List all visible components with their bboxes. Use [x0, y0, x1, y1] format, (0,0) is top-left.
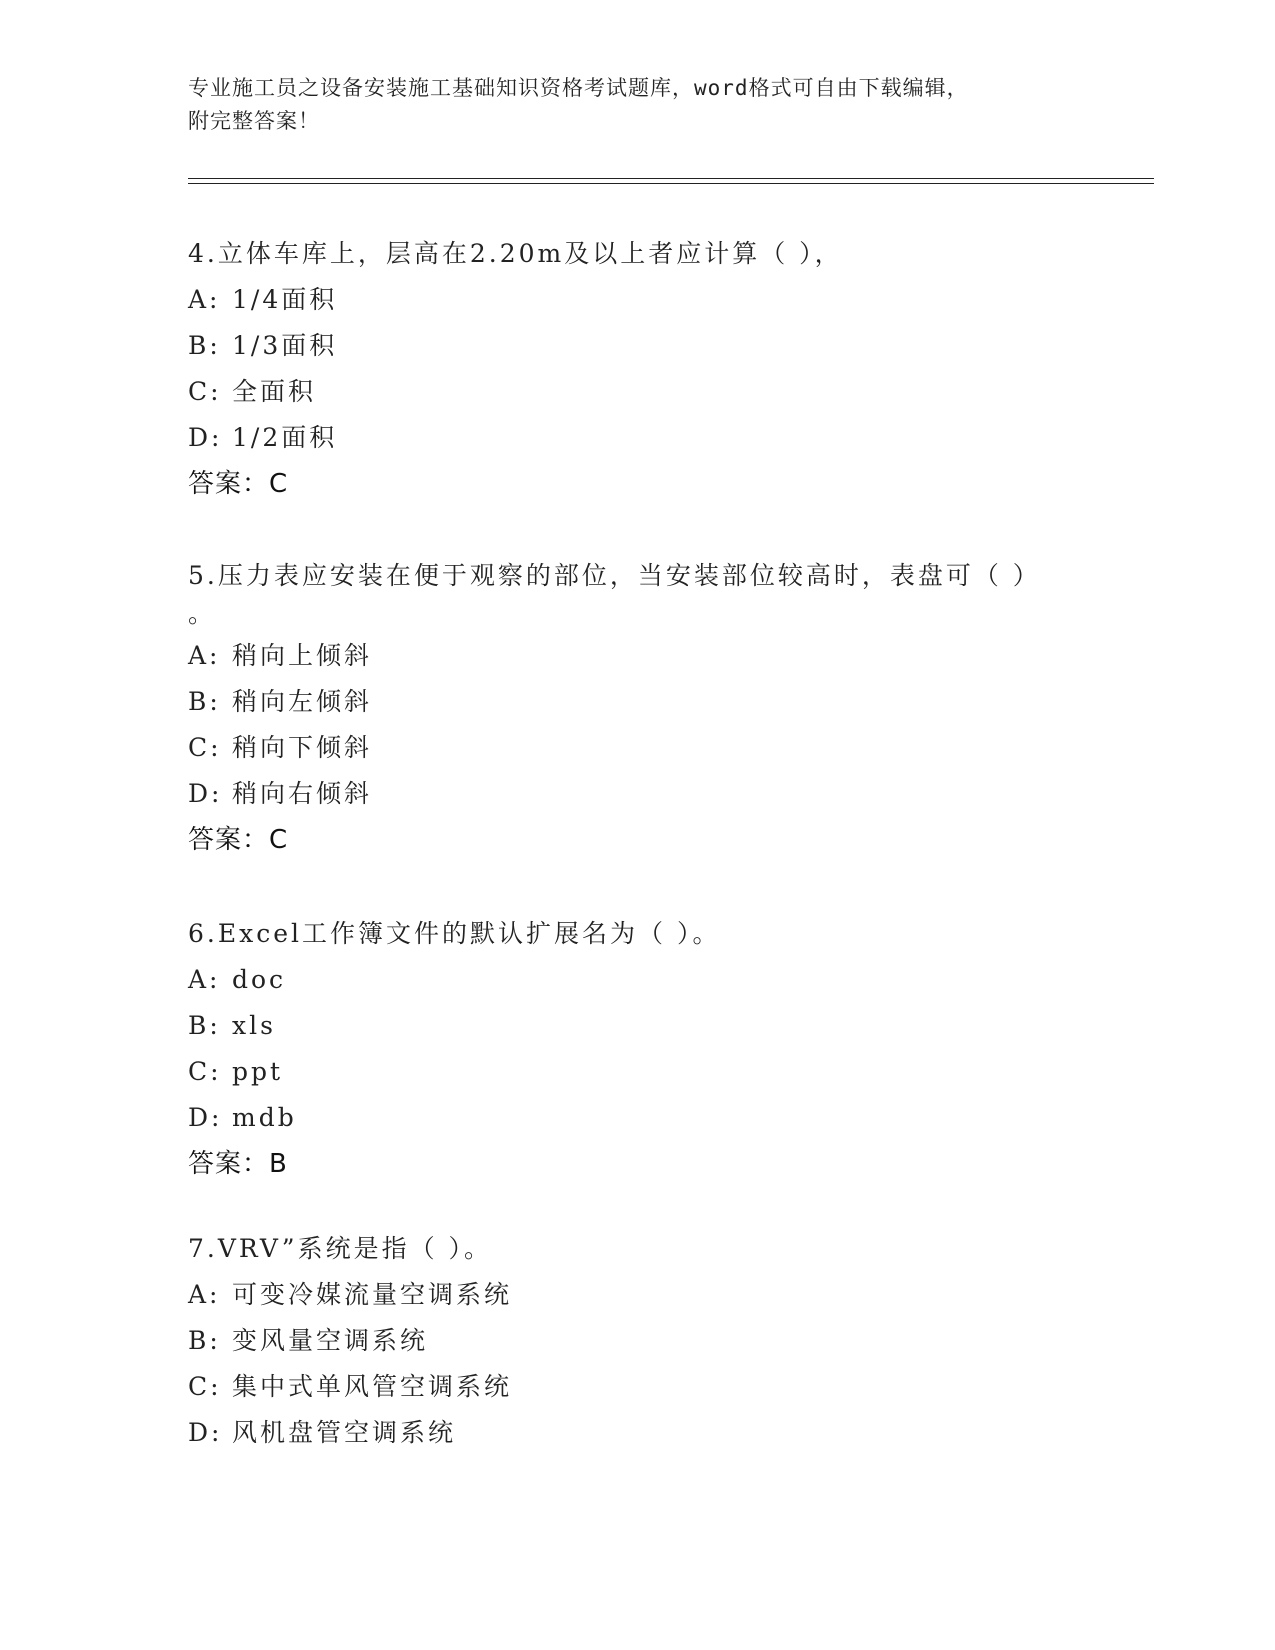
- option-key: A:: [188, 965, 221, 994]
- question-4: [188, 231, 1088, 507]
- option-text: doc: [232, 965, 287, 994]
- answer-label: 答案：C: [188, 469, 289, 499]
- option-d: [188, 415, 1088, 461]
- question-stem-continuation: 。: [188, 599, 217, 628]
- option-b: [188, 1318, 1088, 1364]
- option-b: [188, 1003, 1088, 1049]
- question-7: [188, 1226, 1088, 1456]
- option-a: [188, 277, 1088, 323]
- option-key: A:: [188, 1280, 221, 1309]
- header-divider-bottom: [188, 183, 1154, 184]
- option-a: [188, 1272, 1088, 1318]
- option-text: 稍向左倾斜: [232, 687, 373, 716]
- option-text: 1/2面积: [232, 423, 338, 452]
- option-key: C:: [188, 377, 222, 406]
- option-text: 稍向下倾斜: [232, 733, 373, 762]
- option-text: 1/3面积: [232, 331, 338, 360]
- option-text: 稍向上倾斜: [232, 641, 373, 670]
- option-a: [188, 957, 1088, 1003]
- option-text: 1/4面积: [232, 285, 338, 314]
- question-stem: 7.VRV”系统是指（ ）。: [188, 1234, 493, 1263]
- option-key: C:: [188, 1372, 222, 1401]
- question-5: [188, 553, 1088, 863]
- option-key: A:: [188, 285, 221, 314]
- option-key: B:: [188, 687, 221, 716]
- question-stem: 5.压力表应安装在便于观察的部位，当安装部位较高时，表盘可（ ）: [188, 561, 1041, 590]
- option-c: [188, 369, 1088, 415]
- header-divider-top: [188, 178, 1154, 179]
- answer-label: 答案：B: [188, 1149, 288, 1179]
- option-key: D:: [188, 423, 223, 452]
- option-key: B:: [188, 1326, 221, 1355]
- document-header: [188, 72, 1068, 138]
- option-key: D:: [188, 1418, 223, 1447]
- option-b: [188, 679, 1088, 725]
- option-text: 集中式单风管空调系统: [232, 1372, 513, 1401]
- option-b: [188, 323, 1088, 369]
- option-text: ppt: [232, 1057, 284, 1086]
- option-text: mdb: [232, 1103, 297, 1132]
- option-text: 风机盘管空调系统: [232, 1418, 457, 1447]
- question-stem: 6.Excel工作簿文件的默认扩展名为（ ）。: [188, 919, 721, 948]
- option-c: [188, 1364, 1088, 1410]
- option-text: 变风量空调系统: [232, 1326, 429, 1355]
- option-d: [188, 1095, 1088, 1141]
- option-text: xls: [232, 1011, 276, 1040]
- option-c: [188, 1049, 1088, 1095]
- header-line-1: 专业施工员之设备安装施工基础知识资格考试题库，word格式可自由下载编辑，: [188, 76, 969, 100]
- option-key: B:: [188, 1011, 221, 1040]
- option-key: B:: [188, 331, 221, 360]
- answer-label: 答案：C: [188, 825, 289, 855]
- option-a: [188, 633, 1088, 679]
- option-key: C:: [188, 733, 222, 762]
- question-stem: 4.立体车库上，层高在2.20m及以上者应计算（ ），: [188, 239, 843, 268]
- question-6: [188, 911, 1088, 1187]
- option-key: D:: [188, 1103, 223, 1132]
- option-text: 全面积: [232, 377, 317, 406]
- option-key: A:: [188, 641, 221, 670]
- header-line-2: 附完整答案！: [188, 109, 320, 133]
- option-d: [188, 1410, 1088, 1456]
- option-text: 可变冷媒流量空调系统: [232, 1280, 513, 1309]
- option-text: 稍向右倾斜: [232, 779, 373, 808]
- option-key: D:: [188, 779, 223, 808]
- option-d: [188, 771, 1088, 817]
- option-key: C:: [188, 1057, 222, 1086]
- option-c: [188, 725, 1088, 771]
